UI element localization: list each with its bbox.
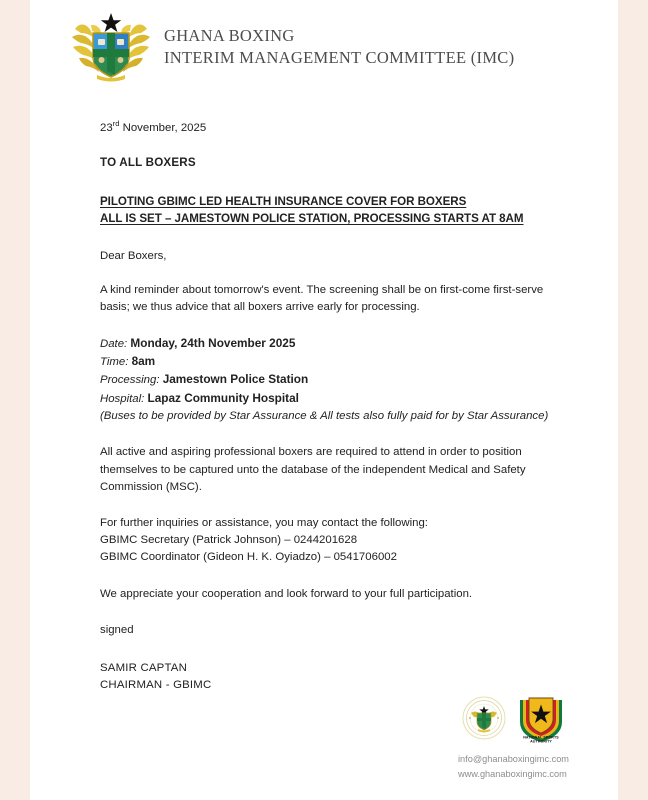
headline-line-1: PILOTING GBIMC LED HEALTH INSURANCE COVER FOR BOXERS	[100, 195, 467, 209]
date-number: 23	[100, 121, 113, 134]
footer-contact	[458, 752, 569, 782]
footer-email[interactable]: info@ghanaboxingimc.com	[458, 754, 569, 764]
letter-body	[100, 118, 562, 694]
requirement-paragraph: All active and aspiring professional boxers are required to attend in order to position themselves to be captured unto the database of the independent Medical and Safety Commission (MSC).	[100, 446, 526, 493]
event-details	[100, 335, 562, 426]
detail-value-processing: Jamestown Police Station	[162, 372, 309, 387]
signature-block	[100, 660, 562, 694]
ghana-coat-of-arms-seal-icon	[462, 696, 506, 745]
nsa-caption-line1: NATIONAL SPORTS	[523, 735, 559, 740]
addressee-heading: TO ALL BOXERS	[100, 156, 196, 170]
letterhead-org-line1: GHANA BOXING	[164, 26, 295, 46]
detail-row-date	[100, 335, 562, 353]
detail-value-hospital: Lapaz Community Hospital	[147, 390, 299, 405]
letterhead-title	[164, 25, 514, 69]
detail-label-time: Time:	[100, 356, 129, 369]
document-page	[30, 0, 618, 800]
detail-label-processing: Processing:	[100, 374, 160, 387]
detail-value-date: Monday, 24th November 2025	[130, 335, 296, 350]
subject-headline	[100, 194, 562, 227]
signed-word: signed	[100, 624, 134, 637]
contact-secretary: GBIMC Secretary (Patrick Johnson) – 0244201628	[100, 534, 358, 547]
detail-label-hospital: Hospital:	[100, 392, 145, 405]
letter-date	[100, 118, 562, 136]
detail-note: (Buses to be provided by Star Assurance & All tests also fully paid for by Star Assurance)	[100, 410, 549, 423]
detail-row-processing	[100, 371, 562, 389]
contact-coordinator: GBIMC Coordinator (Gideon H. K. Oyiadzo) – 0541706002	[100, 551, 397, 564]
salutation: Dear Boxers,	[100, 250, 167, 263]
detail-row-hospital	[100, 390, 562, 408]
footer-website[interactable]: www.ghanaboxingimc.com	[458, 768, 567, 779]
letterhead-org-line2: INTERIM MANAGEMENT COMMITTEE (IMC)	[164, 48, 515, 67]
signatory-name: SAMIR CAPTAN	[100, 661, 187, 674]
footer-badges	[462, 692, 566, 749]
contacts-block	[100, 515, 562, 567]
ghana-coat-of-arms-icon	[68, 10, 154, 84]
letterhead	[30, 8, 618, 86]
headline-line-2: ALL IS SET – JAMESTOWN POLICE STATION, PROCESSING STARTS AT 8AM	[100, 211, 524, 225]
nsa-caption-line2: AUTHORITY	[530, 739, 552, 744]
signatory-title: CHAIRMAN - GBIMC	[100, 678, 212, 691]
detail-label-date: Date:	[100, 337, 128, 350]
detail-row-time	[100, 353, 562, 371]
detail-value-time: 8am	[131, 354, 156, 369]
intro-paragraph: A kind reminder about tomorrow's event. The screening shall be on first-come first-serve basis; we thus advice that all boxers arrive early for processing.	[100, 283, 544, 313]
contacts-intro: For further inquiries or assistance, you may contact the following:	[100, 516, 428, 529]
appreciation-paragraph: We appreciate your cooperation and look forward to your full participation.	[100, 587, 473, 600]
date-rest: November, 2025	[119, 121, 207, 134]
date-ordinal-suffix: rd	[112, 119, 120, 128]
national-sports-authority-shield-icon	[516, 692, 566, 749]
